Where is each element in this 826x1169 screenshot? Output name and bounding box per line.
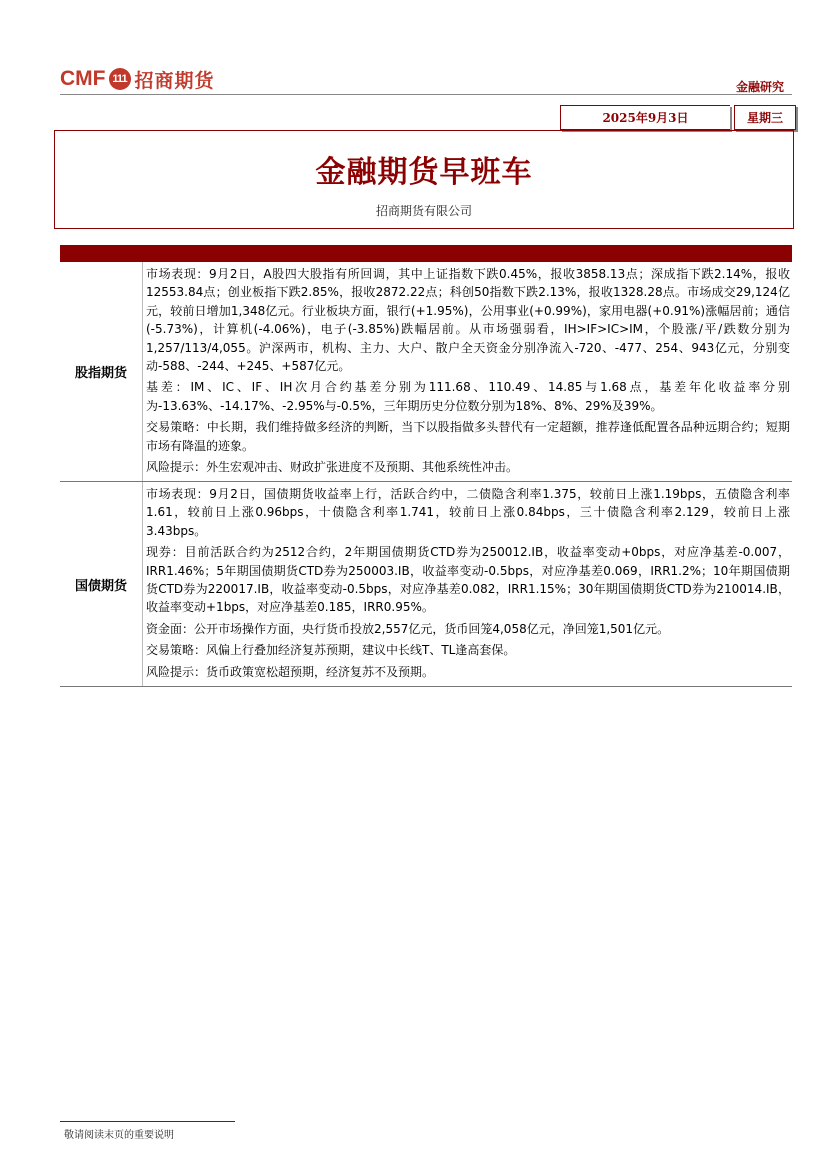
company-logo [60,66,215,92]
logo-seal-icon: 111 [109,68,131,90]
section-treasury-futures [60,482,792,687]
section-label: 国债期货 [74,578,127,594]
date-bar [560,105,796,130]
section-label: 股指期货 [74,366,127,381]
section-header-bar [60,245,792,262]
logo-cn-text: 招商期货 [134,69,215,92]
paragraph-trading-strategy: 交易策略：中长期，我们维持做多经济的判断，当下以股指做多头替代有一定超额，推荐逢低配置各品种远期合约；短期市场有降温的迹象。 [146,420,790,453]
report-date: 2025年9月3日 [560,105,730,130]
section-body [146,485,790,684]
logo-cmf-text: CMF [60,67,106,90]
paragraph-liquidity: 资金面：公开市场操作方面，央行货币投放2,557亿元，货币回笼4,058亿元，净回笼1,501亿元。 [146,621,670,636]
paragraph-trading-strategy: 交易策略：风偏上行叠加经济复苏预期，建议中长线T、TL逢高套保。 [146,643,516,658]
header-divider [60,94,792,95]
footer-disclaimer-note: 敬请阅读末页的重要说明 [64,1130,174,1141]
footer-divider [60,1121,235,1122]
section-divider [142,262,143,481]
report-weekday: 星期三 [734,105,796,130]
paragraph-market-performance: 市场表现：9月2日，A股四大股指有所回调，其中上证指数下跌0.45%，报收3858.13点；深成指下跌2.14%，报收12553.84点；创业板指下跌2.85%，报收2872.22点；科创50指数下跌2.13%，报收1328.28点。市场成交29,124亿元，较前日增加1,348亿元。行业板块方面，银行(+1.95%)，公用事业(+0.99%)，家用电器(+0.91%)涨幅居前；通信(-5.73%)，计算机(-4.06%)，电子(-3.85%)跌幅居前。从市场强弱看，IH>IF>IC>IM，个股涨/平/跌数分别为1,257/113/4,055。沪深两市，机构、主力、大户、散户全天资金分别净流入-720、-477、254、943亿元，分别变动-588、-244、+245、+587亿元。 [146,267,790,374]
company-name: 招商期货有限公司 [375,204,472,218]
paragraph-risk-warning: 风险提示：外生宏观冲击、财政扩张进度不及预期、其他系统性冲击。 [146,460,519,475]
page-header [60,66,792,96]
paragraph-market-performance: 市场表现：9月2日，国债期货收益率上行，活跃合约中，二债隐含利率1.375，较前日上涨1.19bps，五债隐含利率1.61，较前日上涨0.96bps，十债隐含利率1.741，较前日上涨0.84bps，三十债隐含利率2.129，较前日上涨3.43bps。 [146,487,790,538]
section-body [146,265,790,479]
page-title: 金融期货早班车 [315,155,533,190]
section-divider [142,482,143,686]
title-box [54,130,794,229]
paragraph-basis: 基差：IM、IC、IF、IH次月合约基差分别为111.68、110.49、14.85与1.68点，基差年化收益率分别为-13.63%、-14.17%、-2.95%与-0.5%，三年期历史分位数分别为18%、8%、29%及39%。 [146,380,790,413]
paragraph-spot-bonds: 现券：目前活跃合约为2512合约，2年期国债期货CTD券为250012.IB，收益率变动+0bps，对应净基差-0.007，IRR1.46%；5年期国债期货CTD券为250003.IB，收益率变动-0.5bps，对应净基差0.069，IRR1.2%；10年期国债期货CTD券为220017.IB，收益率变动-0.5bps，对应净基差0.082，IRR1.15%；30年期国债期货CTD券为210014.IB，收益率变动+1bps，对应净基差0.185，IRR0.95%。 [146,545,790,615]
paragraph-risk-warning: 风险提示：货币政策宽松超预期，经济复苏不及预期。 [146,664,435,679]
section-stock-index-futures [60,262,792,482]
report-category: 金融研究 [735,80,784,94]
